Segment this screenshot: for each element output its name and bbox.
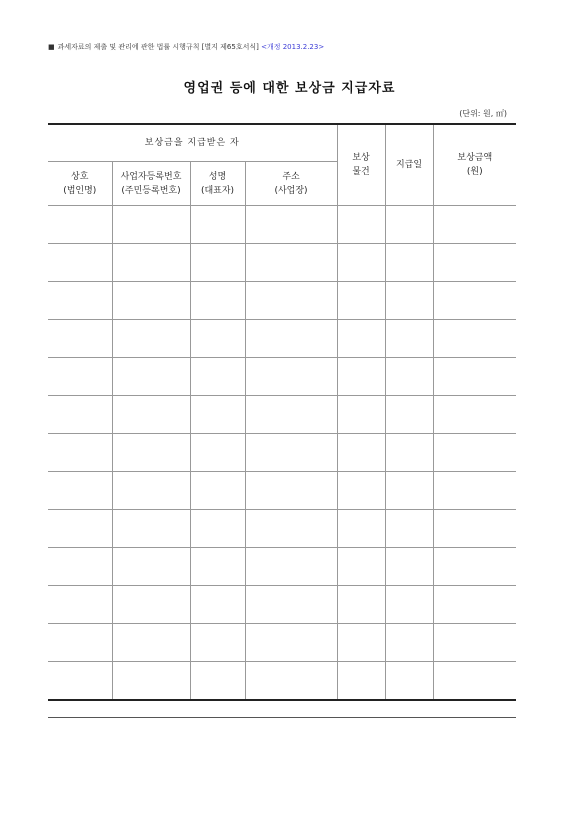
compensation-item-header: 보상 물건 [337,124,385,206]
payment-date-cell[interactable] [385,358,433,396]
compensation-amount-cell[interactable] [433,472,516,510]
compensation-amount-cell[interactable] [433,320,516,358]
representative-name-cell[interactable] [190,244,245,282]
trade-name-cell[interactable] [48,282,112,320]
compensation-item-cell[interactable] [337,472,385,510]
table-row [48,472,516,510]
business-reg-number-cell[interactable] [112,624,190,662]
address-cell[interactable] [245,586,337,624]
compensation-item-cell[interactable] [337,206,385,244]
address-cell[interactable] [245,206,337,244]
compensation-item-cell[interactable] [337,434,385,472]
representative-name-cell[interactable] [190,510,245,548]
representative-name-cell[interactable] [190,472,245,510]
trade-name-cell[interactable] [48,244,112,282]
compensation-item-cell[interactable] [337,244,385,282]
compensation-amount-cell[interactable] [433,662,516,701]
compensation-amount-cell[interactable] [433,434,516,472]
compensation-item-cell[interactable] [337,396,385,434]
payment-date-cell[interactable] [385,624,433,662]
table-row [48,548,516,586]
business-reg-number-cell[interactable] [112,472,190,510]
recipient-group-header: 보상금을 지급받은 자 [48,124,337,162]
address-cell[interactable] [245,434,337,472]
trade-name-cell[interactable] [48,510,112,548]
address-cell[interactable] [245,244,337,282]
revision-note: <개정 2013.2.23> [261,43,325,51]
compensation-amount-cell[interactable] [433,396,516,434]
payment-date-cell[interactable] [385,282,433,320]
compensation-amount-cell[interactable] [433,586,516,624]
payment-date-cell[interactable] [385,510,433,548]
representative-name-cell[interactable] [190,282,245,320]
payment-date-cell[interactable] [385,244,433,282]
table-row [48,586,516,624]
compensation-item-cell[interactable] [337,358,385,396]
address-cell[interactable] [245,624,337,662]
business-reg-number-cell[interactable] [112,358,190,396]
trade-name-cell[interactable] [48,358,112,396]
address-cell[interactable] [245,320,337,358]
trade-name-cell[interactable] [48,548,112,586]
payment-date-header: 지급일 [385,124,433,206]
payment-data-table [48,123,516,701]
business-reg-number-cell[interactable] [112,548,190,586]
payment-date-cell[interactable] [385,662,433,701]
business-reg-number-cell[interactable] [112,320,190,358]
representative-name-header: 성명 (대표자) [190,162,245,206]
compensation-item-cell[interactable] [337,510,385,548]
address-cell[interactable] [245,510,337,548]
business-reg-number-cell[interactable] [112,244,190,282]
compensation-item-cell[interactable] [337,662,385,701]
trade-name-header: 상호 (법인명) [48,162,112,206]
compensation-amount-header: 보상금액 (원) [433,124,516,206]
table-row [48,358,516,396]
address-cell[interactable] [245,396,337,434]
compensation-amount-cell[interactable] [433,624,516,662]
address-cell[interactable] [245,282,337,320]
compensation-amount-cell[interactable] [433,358,516,396]
compensation-amount-cell[interactable] [433,548,516,586]
compensation-amount-cell[interactable] [433,206,516,244]
trade-name-cell[interactable] [48,624,112,662]
table-row [48,510,516,548]
table-row [48,206,516,244]
compensation-item-cell[interactable] [337,586,385,624]
trade-name-cell[interactable] [48,434,112,472]
payment-date-cell[interactable] [385,586,433,624]
representative-name-cell[interactable] [190,548,245,586]
table-row [48,282,516,320]
form-title: 영업권 등에 대한 보상금 지급자료 [183,81,396,96]
compensation-item-cell[interactable] [337,624,385,662]
business-reg-number-header: 사업자등록번호 (주민등록번호) [112,162,190,206]
trade-name-cell[interactable] [48,472,112,510]
representative-name-cell[interactable] [190,624,245,662]
representative-name-cell[interactable] [190,662,245,701]
table-row [48,434,516,472]
address-cell[interactable] [245,472,337,510]
table-row [48,396,516,434]
payment-date-cell[interactable] [385,320,433,358]
trade-name-cell[interactable] [48,320,112,358]
compensation-amount-cell[interactable] [433,244,516,282]
address-cell[interactable] [245,358,337,396]
table-row [48,662,516,701]
table-body [48,206,516,701]
representative-name-cell[interactable] [190,206,245,244]
compensation-amount-cell[interactable] [433,510,516,548]
address-cell[interactable] [245,662,337,701]
table-row [48,624,516,662]
representative-name-cell[interactable] [190,586,245,624]
table-row [48,244,516,282]
form-legal-reference [48,42,324,52]
representative-name-cell[interactable] [190,396,245,434]
address-header: 주소 (사업장) [245,162,337,206]
payment-date-cell[interactable] [385,548,433,586]
bullet-icon: ■ [48,43,55,51]
trade-name-cell[interactable] [48,662,112,701]
trade-name-cell[interactable] [48,586,112,624]
representative-name-cell[interactable] [190,358,245,396]
business-reg-number-cell[interactable] [112,206,190,244]
representative-name-cell[interactable] [190,434,245,472]
business-reg-number-cell[interactable] [112,510,190,548]
bottom-divider [48,717,516,718]
address-cell[interactable] [245,548,337,586]
representative-name-cell[interactable] [190,320,245,358]
payment-date-cell[interactable] [385,206,433,244]
business-reg-number-cell[interactable] [112,434,190,472]
payment-date-cell[interactable] [385,434,433,472]
payment-date-cell[interactable] [385,472,433,510]
compensation-amount-cell[interactable] [433,282,516,320]
compensation-item-cell[interactable] [337,282,385,320]
compensation-item-cell[interactable] [337,320,385,358]
business-reg-number-cell[interactable] [112,282,190,320]
trade-name-cell[interactable] [48,206,112,244]
trade-name-cell[interactable] [48,396,112,434]
compensation-item-cell[interactable] [337,548,385,586]
payment-date-cell[interactable] [385,396,433,434]
business-reg-number-cell[interactable] [112,662,190,701]
unit-label: (단위: 원, ㎡) [459,109,507,118]
table-row [48,320,516,358]
business-reg-number-cell[interactable] [112,396,190,434]
law-reference-text: 과세자료의 제출 및 관리에 관한 법률 시행규칙 [별지 제65호서식] [57,43,259,51]
business-reg-number-cell[interactable] [112,586,190,624]
